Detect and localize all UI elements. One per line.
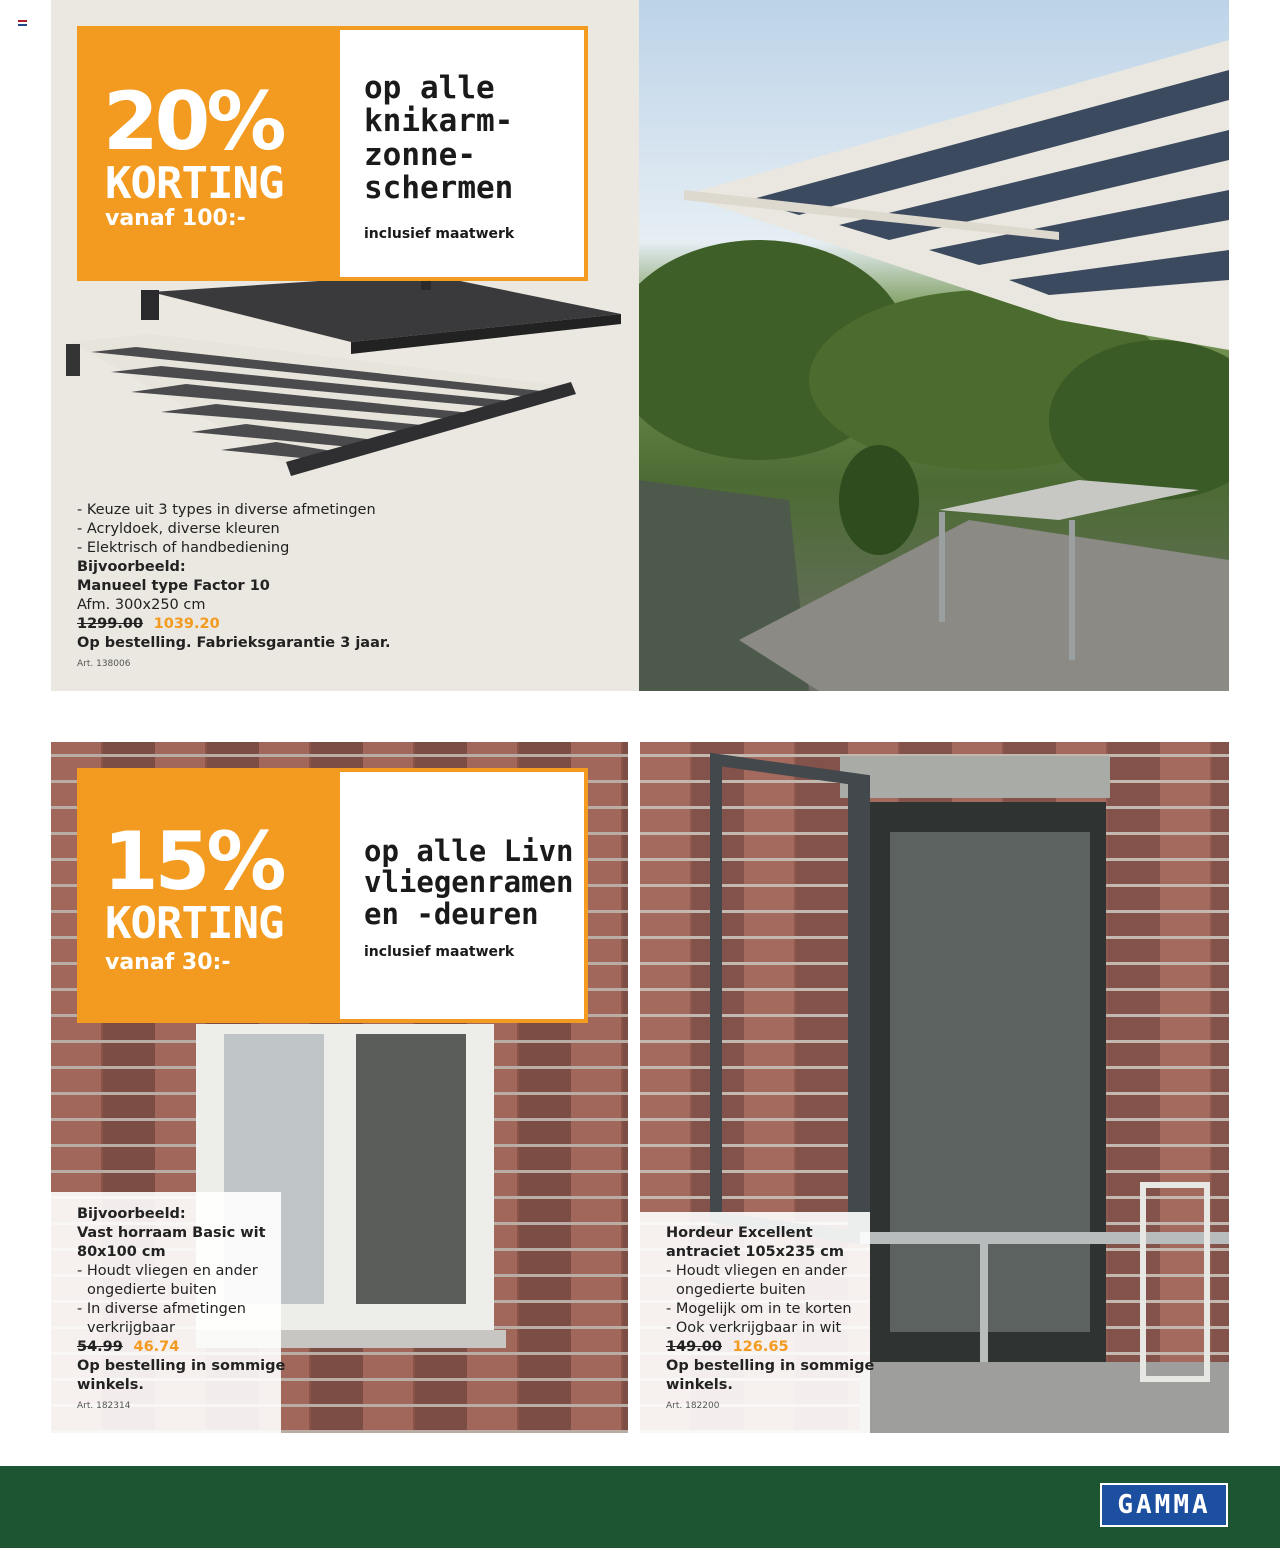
discount-from-price: vanaf 100:- (105, 206, 246, 231)
product3-new-price: 126.65 (732, 1339, 789, 1355)
product1-note: Op bestelling. Fabrieksgarantie 3 jaar. (77, 635, 391, 651)
product3-info-box (640, 1212, 875, 1433)
promo-subline: inclusief maatwerk (364, 226, 515, 242)
product2-price (77, 1338, 285, 1357)
product3-name: Hordeur Excellent (666, 1225, 813, 1241)
promo-headline (364, 72, 513, 206)
discount-badge-20 (77, 26, 336, 281)
product3-price (666, 1338, 874, 1357)
headline-line: op alle Livn (364, 834, 574, 868)
language-flag-icon[interactable] (18, 20, 27, 26)
headline-line: en -deuren (364, 896, 539, 931)
product1-bullet: - Acryldoek, diverse kleuren (77, 521, 280, 537)
product2-new-price: 46.74 (133, 1339, 180, 1355)
product3-bullet: ongedierte buiten (676, 1282, 806, 1298)
door-opening (870, 802, 1106, 1362)
product3-bullet: - Ook verkrijgbaar in wit (666, 1320, 842, 1336)
discount-label: KORTING (105, 898, 284, 949)
product1-name: Manueel type Factor 10 (77, 578, 270, 594)
product3-bullet: - Mogelijk om in te korten (666, 1301, 852, 1317)
product3-note: Op bestelling in sommige (666, 1358, 875, 1374)
product2-bullet: ongedierte buiten (87, 1282, 217, 1298)
product3-note: winkels. (666, 1377, 733, 1393)
product2-info-box (51, 1192, 286, 1433)
product2-size: 80x100 cm (77, 1244, 166, 1260)
product1-new-price: 1039.20 (153, 616, 220, 632)
product1-bullet: - Elektrisch of handbediening (77, 540, 290, 556)
product3-size: antraciet 105x235 cm (666, 1244, 844, 1260)
promo-headline-box (336, 768, 588, 1023)
product3-article-number: Art. 182200 (666, 1401, 720, 1411)
product1-description (77, 501, 390, 674)
headline-line: zonne- (364, 136, 476, 173)
product2-example-label: Bijvoorbeeld: (77, 1206, 186, 1222)
headline-line: vliegenramen (364, 865, 574, 900)
product2-bullet: - Houdt vliegen en ander (77, 1263, 258, 1279)
door-frame (710, 753, 870, 1245)
product2-article-number: Art. 182314 (77, 1401, 131, 1411)
product2-name: Vast horraam Basic wit (77, 1225, 266, 1241)
gamma-logo[interactable]: GAMMA (1100, 1483, 1228, 1527)
discount-percent: 15% (103, 815, 283, 908)
product2-old-price: 54.99 (77, 1339, 123, 1355)
discount-badge-15 (77, 768, 336, 1023)
product3-old-price: 149.00 (666, 1339, 722, 1355)
product2-bullet: verkrijgbaar (87, 1320, 176, 1336)
awning-illustration (51, 262, 639, 522)
product1-price (77, 615, 390, 634)
product1-example-label: Bijvoorbeeld: (77, 559, 186, 575)
product2-note: Op bestelling in sommige (77, 1358, 286, 1374)
headline-line: knikarm- (364, 103, 514, 140)
footer-bar (0, 1466, 1280, 1548)
discount-label: KORTING (105, 158, 284, 209)
promo-subline: inclusief maatwerk (364, 944, 515, 960)
product3-bullet: - Houdt vliegen en ander (666, 1263, 847, 1279)
garden-awning-photo (639, 0, 1229, 691)
headline-line: schermen (364, 170, 514, 207)
product2-note: winkels. (77, 1377, 144, 1393)
product1-old-price: 1299.00 (77, 616, 144, 632)
promo-headline-box (336, 26, 588, 281)
discount-percent: 20% (103, 75, 283, 168)
product2-bullet: - In diverse afmetingen (77, 1301, 246, 1317)
promo-headline (364, 836, 574, 930)
headline-line: op alle (364, 70, 495, 106)
discount-from-price: vanaf 30:- (105, 950, 231, 975)
product1-article-number: Art. 138006 (77, 659, 131, 669)
product1-bullet: - Keuze uit 3 types in diverse afmetingen (77, 502, 376, 518)
product1-size: Afm. 300x250 cm (77, 597, 206, 613)
